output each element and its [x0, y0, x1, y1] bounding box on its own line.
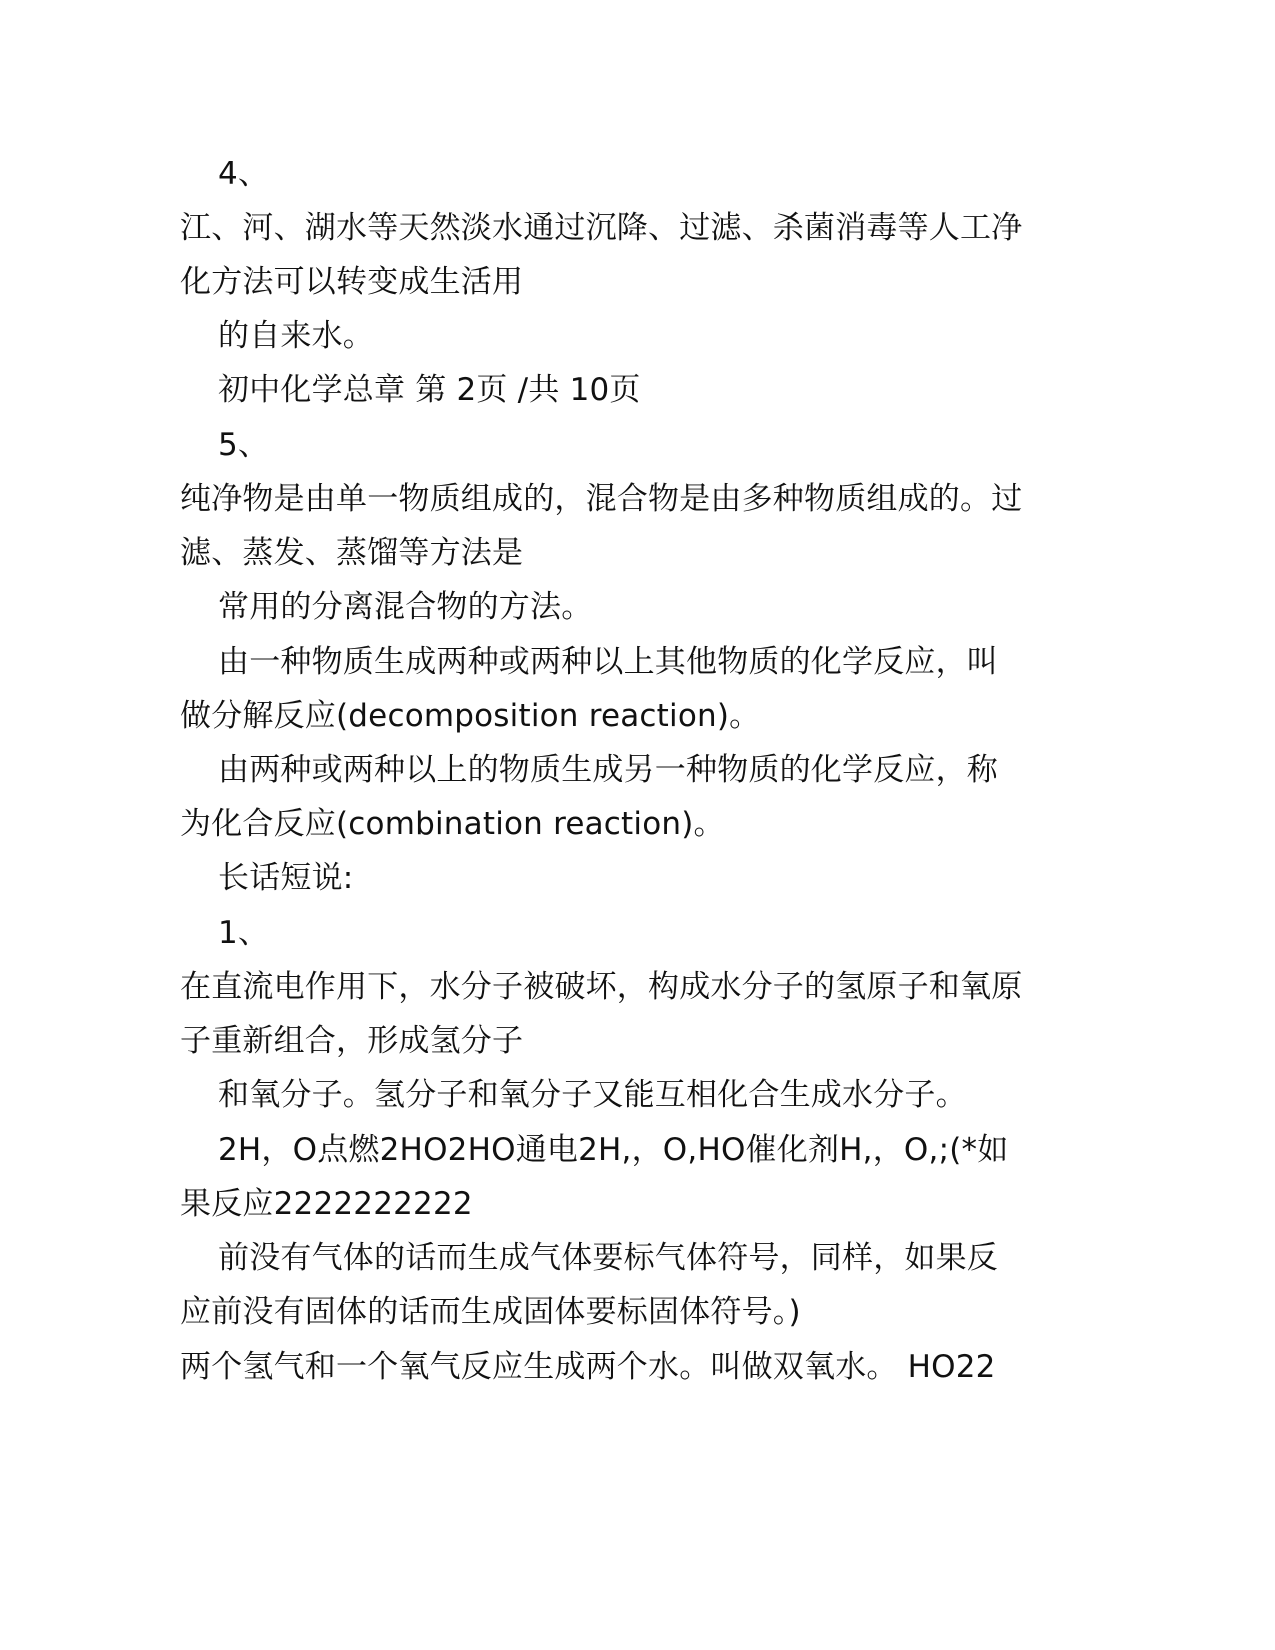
paragraph-line: 两个氢气和一个氧气反应生成两个水。叫做双氧水。 HO22	[180, 1349, 996, 1385]
page-header-note: 初中化学总章 第 2页 /共 10页	[218, 372, 641, 408]
list-number-4: 4、	[218, 156, 270, 192]
paragraph-line: 前没有气体的话而生成气体要标气体符号，同样，如果反	[218, 1240, 998, 1276]
paragraph-line: 江、河、湖水等天然淡水通过沉降、过滤、杀菌消毒等人工净	[180, 210, 1023, 246]
list-number-1: 1、	[218, 915, 270, 951]
paragraph-line: 应前没有固体的话而生成固体要标固体符号。)	[180, 1294, 801, 1330]
equation-line: 果反应2222222222	[180, 1186, 473, 1222]
paragraph-line: 的自来水。	[218, 318, 374, 354]
section-heading: 长话短说:	[218, 860, 354, 896]
paragraph-line: 在直流电作用下，水分子被破坏，构成水分子的氢原子和氧原	[180, 969, 1023, 1005]
paragraph-line: 由一种物质生成两种或两种以上其他物质的化学反应，叫	[218, 644, 998, 680]
equation-line: 2H，O点燃2HO2HO通电2H,，O,HO催化剂H,，O,;(*如	[218, 1132, 1009, 1168]
paragraph-line: 由两种或两种以上的物质生成另一种物质的化学反应，称	[218, 752, 998, 788]
paragraph-line: 化方法可以转变成生活用	[180, 264, 524, 300]
paragraph-line: 为化合反应(combination reaction)。	[180, 806, 725, 842]
paragraph-line: 滤、蒸发、蒸馏等方法是	[180, 535, 524, 571]
paragraph-line: 纯净物是由单一物质组成的，混合物是由多种物质组成的。过	[180, 481, 1023, 517]
paragraph-line: 和氧分子。氢分子和氧分子又能互相化合生成水分子。	[218, 1077, 967, 1113]
paragraph-line: 子重新组合，形成氢分子	[180, 1023, 524, 1059]
list-number-5: 5、	[218, 427, 270, 463]
paragraph-line: 常用的分离混合物的方法。	[218, 589, 593, 625]
paragraph-line: 做分解反应(decomposition reaction)。	[180, 698, 761, 734]
